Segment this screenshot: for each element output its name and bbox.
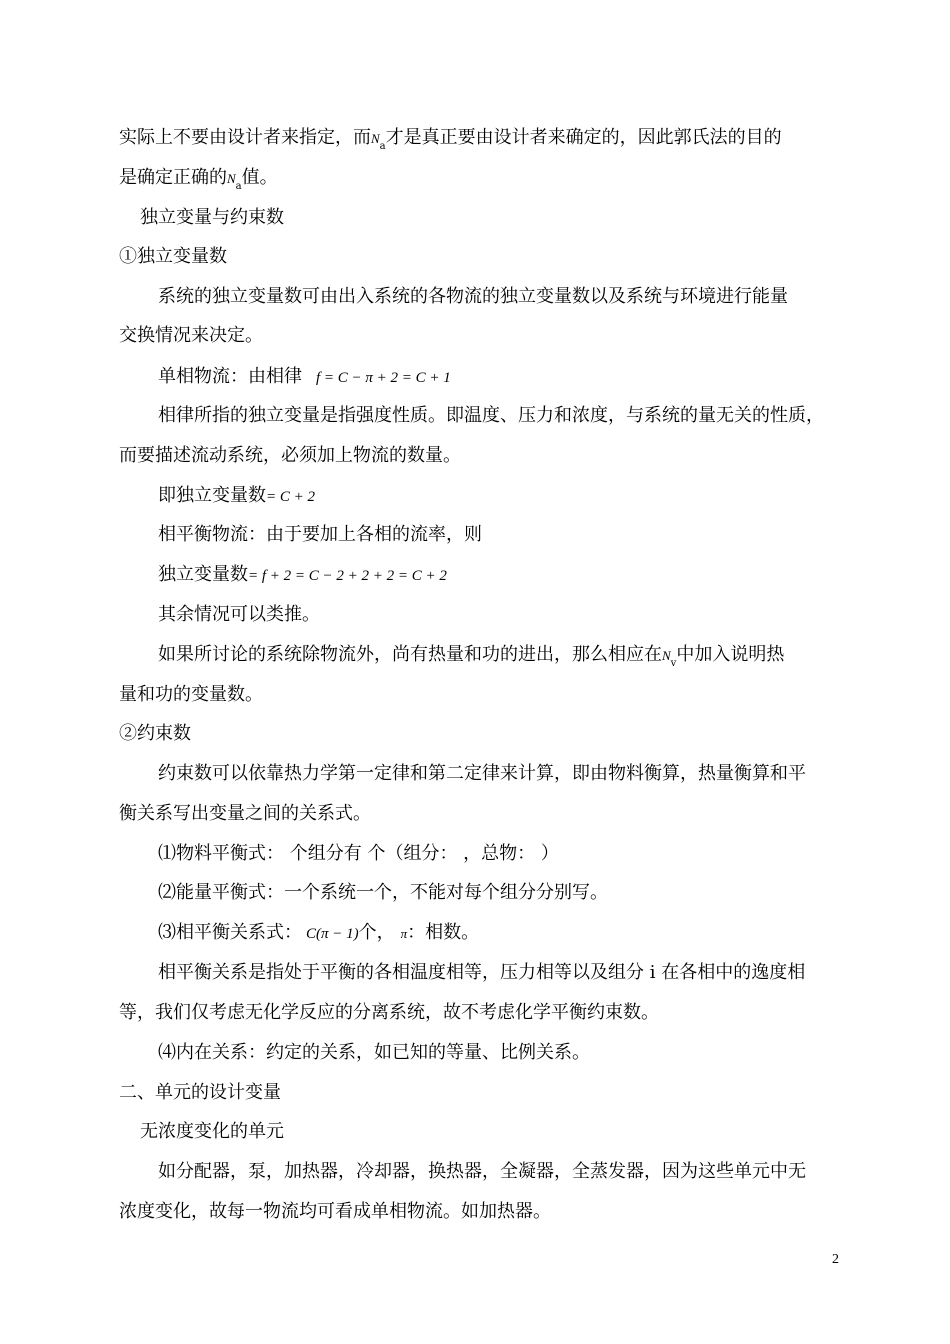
section-heading: 二、单元的设计变量 [119,1082,281,1103]
paragraph-line: 如分配器，泵，加热器，冷却器，换热器，全凝器，全蒸发器，因为这些单元中无 [158,1161,806,1182]
text-segment: ：相数。 [407,922,480,943]
formula: C(π − 1) [306,926,359,942]
math-subscript: a [235,181,242,192]
paragraph-line: 相律所指的独立变量是指强度性质。即温度、压力和浓度，与系统的量无关的性质， [158,405,824,426]
list-item: ⑴物料平衡式： 个组分有 个（组分： ，总物： ） [158,843,559,864]
text-segment: 个， [358,922,395,943]
paragraph-line: 系统的独立变量数可由出入系统的各物流的独立变量数以及系统与环境进行能量 [158,286,788,307]
text-segment: 实际上不要由设计者来指定，而 [119,127,371,148]
formula: f = C − π + 2 = C + 1 [316,370,451,386]
paragraph-line [158,644,784,669]
paragraph-line: 相平衡物流：由于要加上各相的流率，则 [158,524,482,545]
subsection-heading: ①独立变量数 [119,246,227,267]
math-symbol: N [662,648,671,663]
math-subscript: a [379,141,386,152]
list-item: ⑵能量平衡式：一个系统一个，不能对每个组分分别写。 [158,882,608,903]
list-item [158,922,479,945]
text-segment: 才是真正要由设计者来确定的，因此郭氏法的目的 [385,127,782,148]
formula-label: 即独立变量数 [158,485,266,506]
paragraph-line: 其余情况可以类推。 [158,604,320,625]
paragraph-line: 量和功的变量数。 [119,684,263,705]
paragraph-line: 浓度变化，故每一物流均可看成单相物流。如加热器。 [119,1201,551,1222]
paragraph-line: 约束数可以依靠热力学第一定律和第二定律来计算，即由物料衡算，热量衡算和平 [158,763,806,784]
formula: = C + 2 [266,489,315,505]
page-number: 2 [832,1252,839,1267]
paragraph-line: 而要描述流动系统，必须加上物流的数量。 [119,445,461,466]
math-subscript: v [670,658,677,669]
paragraph-line: 衡关系写出变量之间的关系式。 [119,803,371,824]
math-symbol: π [400,926,408,941]
math-symbol: N [371,131,380,146]
formula-label: ⑶相平衡关系式： [158,922,302,943]
paragraph-line [119,167,278,192]
text-segment: 中加入说明热 [676,644,785,665]
subsection-heading: 无浓度变化的单元 [140,1121,284,1142]
text-segment: 值。 [241,167,278,188]
math-symbol: N [227,171,236,186]
paragraph-line: 等，我们仅考虑无化学反应的分离系统，故不考虑化学平衡约束数。 [119,1002,659,1023]
formula-line [158,564,447,587]
paragraph-line: 交换情况来决定。 [119,325,263,346]
formula-label: 单相物流：由相律 [158,366,302,387]
formula-label: 独立变量数 [158,564,248,585]
subsection-heading: ②约束数 [119,723,191,744]
formula-line [158,366,451,389]
formula-line [158,485,315,508]
section-heading: 独立变量与约束数 [140,207,284,228]
text-segment: 如果所讨论的系统除物流外，尚有热量和功的进出，那么相应在 [158,644,662,665]
paragraph-line [119,127,782,152]
text-segment: 是确定正确的 [119,167,227,188]
formula: = f + 2 = C − 2 + 2 + 2 = C + 2 [248,568,447,584]
list-item: ⑷内在关系：约定的关系，如已知的等量、比例关系。 [158,1042,590,1063]
paragraph-line: 相平衡关系是指处于平衡的各相温度相等，压力相等以及组分 i 在各相中的逸度相 [158,962,806,983]
